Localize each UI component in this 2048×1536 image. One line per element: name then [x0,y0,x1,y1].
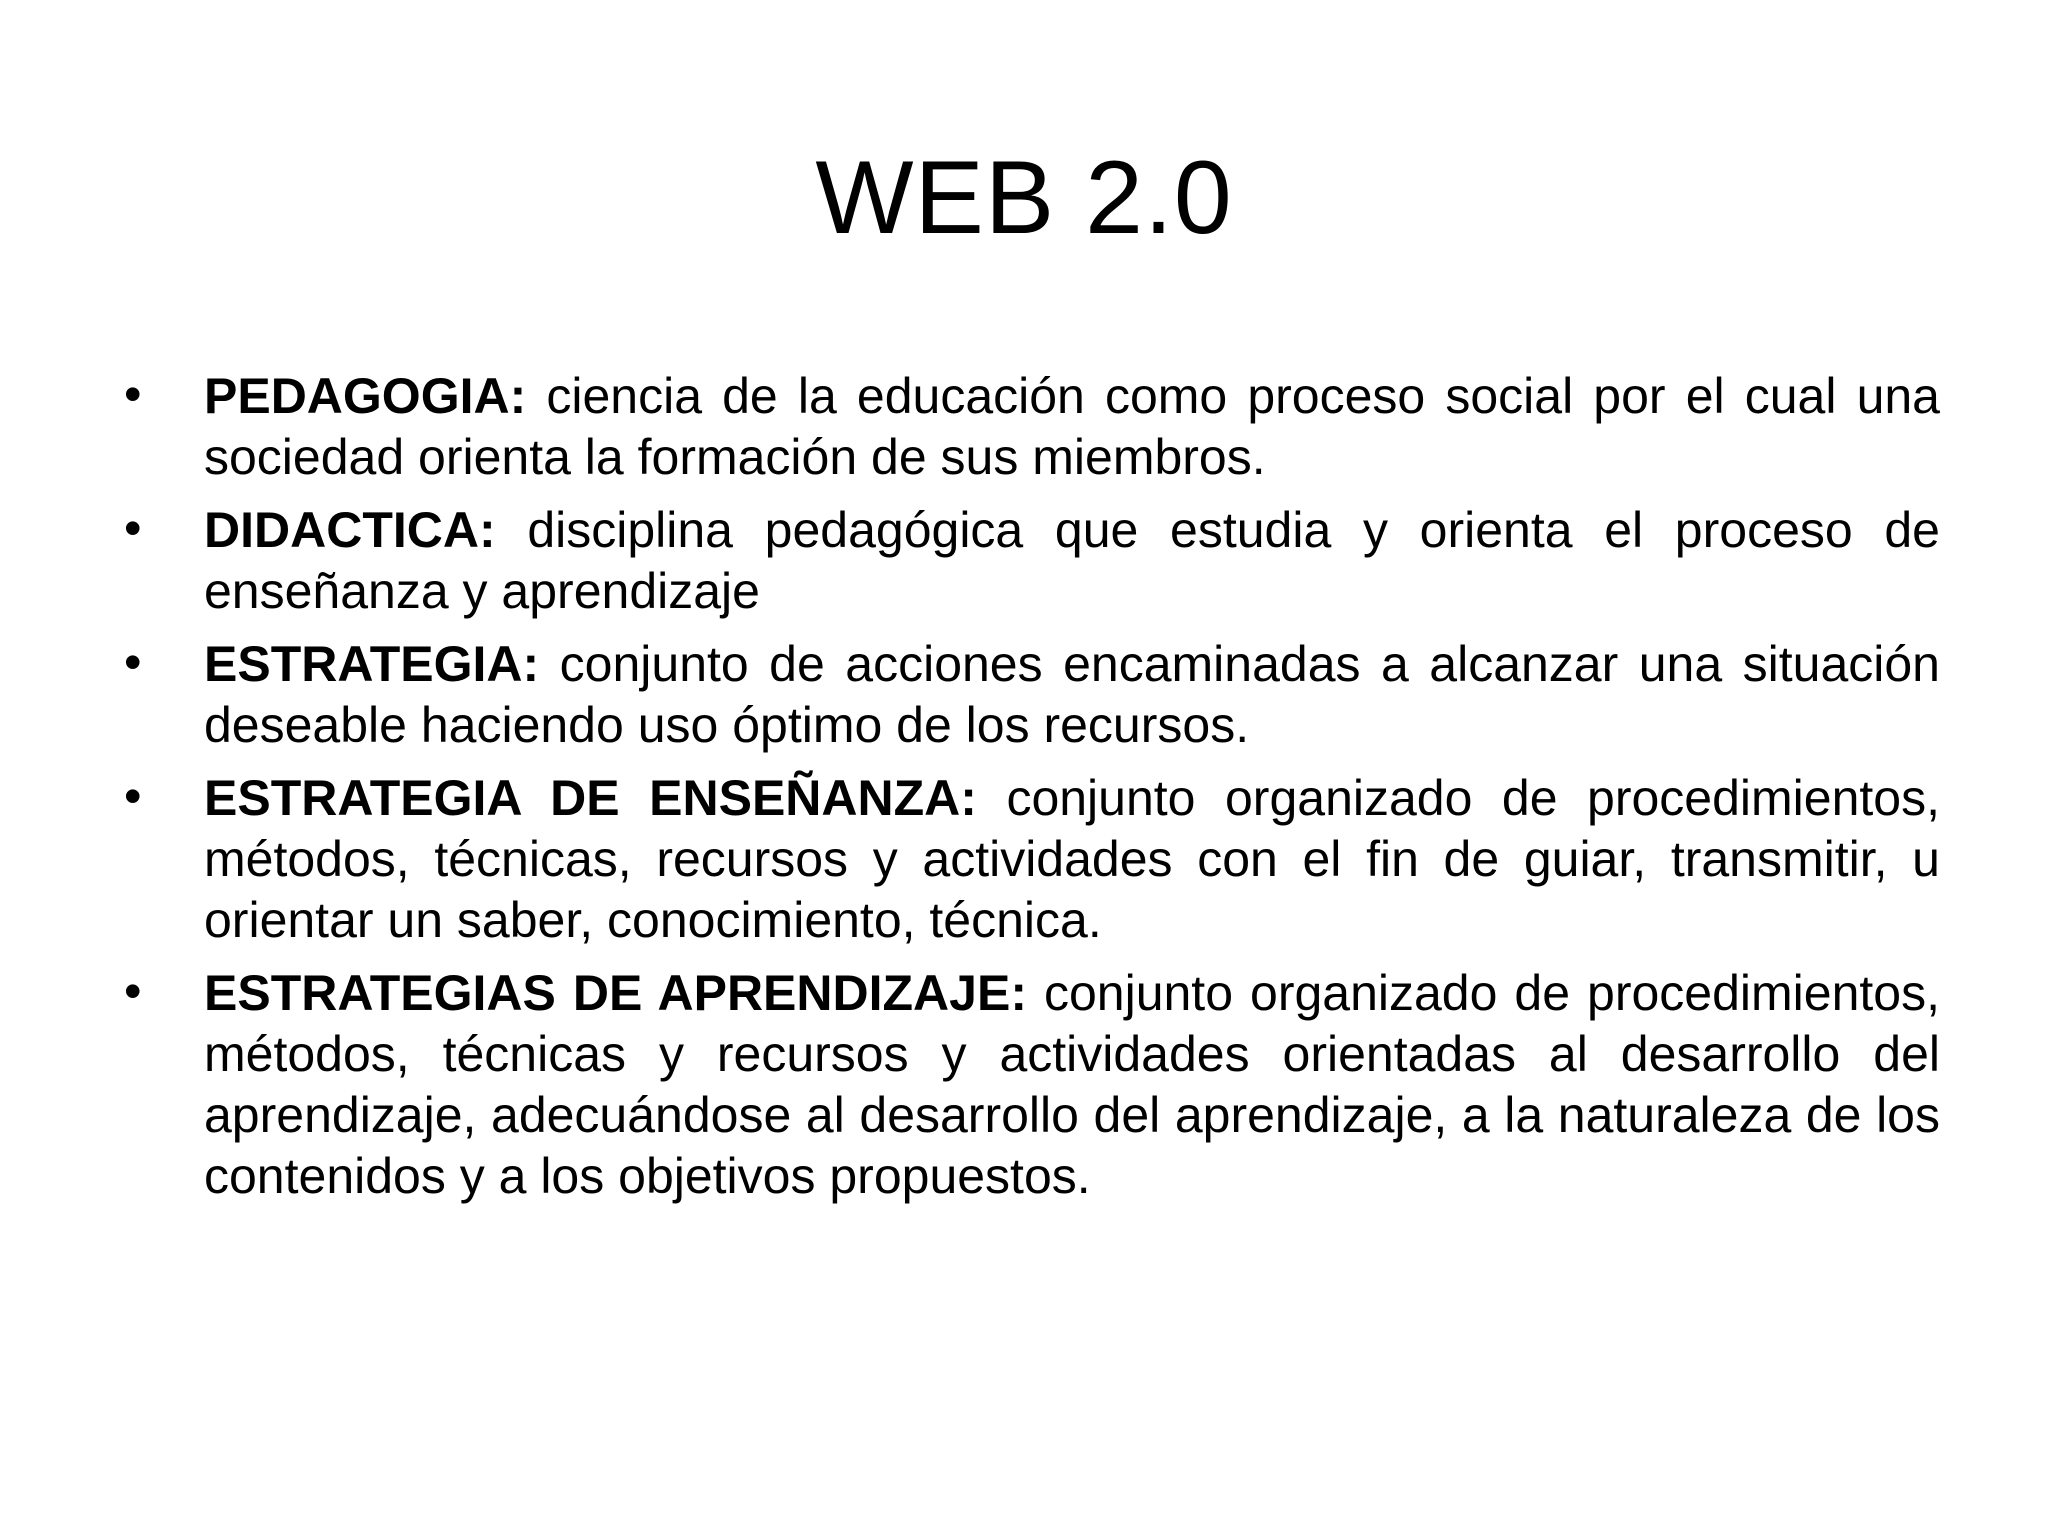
definition-text: disciplina pedagógica que estudia y orienta el proceso de enseñanza y aprendizaje [204,502,1940,619]
bullet-icon: • [124,500,142,556]
bullet-icon: • [124,768,142,824]
definition-text: conjunto organizado de procedimientos, métodos, técnicas y recursos y actividades orientadas al desarrollo del aprendizaje, adecuándose al desarrollo del aprendizaje, a la naturaleza de los contenidos y a los objetivos propuestos. [204,965,1940,1204]
term-label: PEDAGOGIA: [204,368,527,424]
term-label: ESTRATEGIA DE ENSEÑANZA: [204,770,977,826]
list-item-estrategia [122,634,1940,756]
list-item-didactica [122,500,1940,622]
list-item-estrategias-de-aprendizaje [122,963,1940,1207]
bullet-icon: • [124,366,142,422]
definition-text: conjunto de acciones encaminadas a alcanzar una situación deseable haciendo uso óptimo de los recursos. [204,636,1940,753]
term-label: ESTRATEGIAS DE APRENDIZAJE: [204,965,1027,1021]
slide-title: WEB 2.0 [815,140,1233,256]
term-label: ESTRATEGIA: [204,636,540,692]
list-item-estrategia-de-ensenanza [122,768,1940,951]
bullet-icon: • [124,963,142,1019]
term-label: DIDACTICA: [204,502,496,558]
bullet-list [122,366,1940,1219]
definition-text: ciencia de la educación como proceso social por el cual una sociedad orienta la formación de sus miembros. [204,368,1940,485]
bullet-icon: • [124,634,142,690]
list-item-pedagogia [122,366,1940,488]
definition-text: conjunto organizado de procedimientos, métodos, técnicas, recursos y actividades con el fin de guiar, transmitir, u orientar un saber, conocimiento, técnica. [204,770,1940,948]
